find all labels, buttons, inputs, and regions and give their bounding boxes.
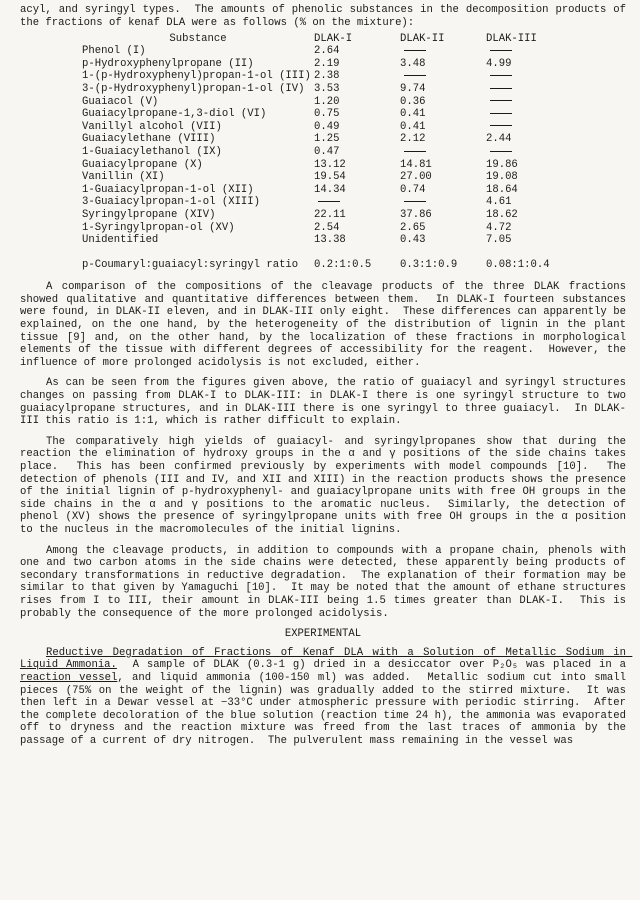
cell-value: 4.72 — [486, 221, 512, 234]
cell-substance: Guaiacylpropane-1,3-diol (VI) — [82, 108, 267, 121]
cell-value: 2.65 — [400, 221, 426, 234]
cell-substance: 1-Guaiacylethanol (IX) — [82, 145, 222, 158]
paragraph-cleavage: Among the cleavage products, in addition to compounds with a propane chain, phenols with one and two carbon atoms in the side chains were detected, these apparently being products of secondary transformations in reductive degradation. The explanation of their formation may be similar to that given by Yamaguchi [10]. It may be noted that the amount of ethane structures rises from I to III, their amount in DLAK-III being 1.5 times greater than DLAK-I. This is probably the consequence of the more prolonged acidolysis. — [20, 544, 633, 620]
cell-value: 1.20 — [314, 95, 340, 108]
table-row — [82, 96, 576, 109]
cell-value: 0.3:1:0.9 — [400, 258, 458, 271]
experimental-text-a: A sample of DLAK (0.3-1 g) dried in a desiccator over P₂O₅ was placed in a — [116, 659, 633, 672]
cell-value: 2.38 — [314, 70, 340, 83]
header-dlak-ii: DLAK-II — [400, 32, 445, 45]
cell-value: 18.62 — [486, 208, 518, 221]
cell-value: 0.41 — [400, 108, 426, 121]
cell-value: 7.05 — [486, 234, 512, 247]
table-row — [82, 171, 576, 184]
cell-value — [400, 45, 486, 58]
cell-value: 4.61 — [486, 196, 512, 209]
cell-value — [486, 108, 576, 121]
table-row — [82, 146, 576, 159]
dash-mark — [490, 75, 512, 76]
cell-substance: p-Coumaryl:guaiacyl:syringyl ratio — [82, 258, 299, 271]
cell-value: 0.43 — [400, 234, 426, 247]
experimental-paragraph — [20, 646, 633, 748]
cell-value: 19.08 — [486, 171, 518, 184]
table-row — [82, 159, 576, 172]
dash-mark — [490, 113, 512, 114]
table-row — [82, 70, 576, 83]
cell-substance: 1-(p-Hydroxyphenyl)propan-1-ol (III) — [82, 70, 311, 83]
table-row — [82, 196, 576, 209]
cell-value: 13.12 — [314, 158, 346, 171]
cell-substance: Syringylpropane (XIV) — [82, 208, 216, 221]
table-row — [82, 234, 576, 247]
header-dlak-iii: DLAK-III — [486, 32, 537, 45]
cell-substance: 1-Syringylpropan-ol (XV) — [82, 221, 235, 234]
cell-value: 37.86 — [400, 208, 432, 221]
cell-substance: Phenol (I) — [82, 45, 146, 58]
dash-mark — [490, 151, 512, 152]
cell-value: 2.54 — [314, 221, 340, 234]
dash-mark — [404, 75, 426, 76]
cell-substance: 3-Guaiacylpropan-1-ol (XIII) — [82, 196, 261, 209]
cell-substance: 3-(p-Hydroxyphenyl)propan-1-ol (IV) — [82, 82, 305, 95]
dash-mark — [490, 125, 512, 126]
cell-value: 0.08:1:0.4 — [486, 258, 550, 271]
cell-value: 0.49 — [314, 120, 340, 133]
cell-value — [486, 83, 576, 96]
cell-value: 0.2:1:0.5 — [314, 258, 372, 271]
cell-value: 22.11 — [314, 208, 346, 221]
paragraph-yields: The comparatively high yields of guaiacyl- and syringylpropanes show that during the reaction the elimination of hydroxy groups in the α and γ positions of the side chains takes place. This has been confirmed previously by experiments with model compounds [10]. The detection of phenols (III and IV, and XII and XIII) in the reaction products shows the presence of the initial lignin of p-hydroxyphenyl- and guaiacylpropane units with free OH groups in the side chains in the α and γ positions to the aromatic nucleus. Similarly, the detection of phenol (XV) shows the presence of syringylpropane units with free OH groups in the α position to the nucleus in the macromolecules of the initial lignins. — [20, 435, 633, 536]
cell-value — [400, 146, 486, 159]
cell-substance: Unidentified — [82, 234, 159, 247]
cell-value: 0.75 — [314, 108, 340, 121]
cell-value — [486, 45, 576, 58]
cell-value — [400, 70, 486, 83]
cell-value: 2.44 — [486, 133, 512, 146]
experimental-heading: EXPERIMENTAL — [284, 628, 362, 641]
phenolic-substances-table — [82, 31, 576, 271]
table-row — [82, 133, 576, 146]
cell-value: 2.64 — [314, 45, 340, 58]
cell-value: 18.64 — [486, 183, 518, 196]
cell-value: 1.25 — [314, 133, 340, 146]
cell-value: 2.12 — [400, 133, 426, 146]
experimental-text-b: , and liquid ammonia (100-150 ml) was added. Metallic sodium cut into small pieces (75% on the weight of the lignin) was gradually added to the stirred mixture. It was then left in a Dewar vessel at −33°C under atmospheric pressure with periodic stirring. After the complete decoloration of the blue solution (reaction time 24 h), the ammonia was evaporated off to dryness and the reaction mixture was freed from the last traces of ammonia by the passage of a current of dry nitrogen. The pulverulent mass remaining in the vessel was — [20, 671, 633, 747]
cell-substance: Guaiacylpropane (X) — [82, 158, 203, 171]
cell-value: 19.86 — [486, 158, 518, 171]
cell-value — [314, 196, 400, 209]
cell-value: 3.53 — [314, 82, 340, 95]
cell-value — [486, 70, 576, 83]
cell-value — [486, 96, 576, 109]
cell-value — [486, 146, 576, 159]
paragraph-ratio: As can be seen from the figures given above, the ratio of guaiacyl and syringyl structures changes on passing from DLAK-I to DLAK-III: in DLAK-I there is one syringyl structure to two guaiacylpropane structures, and in DLAK-III there is one syringyl to three guaiacyl. In DLAK-III this ratio is 1:1, which is rather difficult to explain. — [20, 377, 633, 428]
cell-value: 4.99 — [486, 57, 512, 70]
cell-substance: Vanillin (XI) — [82, 171, 165, 184]
dash-mark — [404, 201, 426, 202]
intro-paragraph: acyl, and syringyl types. The amounts of phenolic substances in the decomposition products of the fractions of kenaf DLA were as follows (% on the mixture): — [20, 4, 633, 29]
table-row — [82, 222, 576, 235]
cell-value: 19.54 — [314, 171, 346, 184]
table-row — [82, 184, 576, 197]
document-page — [20, 4, 633, 747]
dash-mark — [318, 201, 340, 202]
cell-value — [486, 121, 576, 134]
cell-value: 9.74 — [400, 82, 426, 95]
cell-substance: p-Hydroxyphenylpropane (II) — [82, 57, 254, 70]
cell-substance: Guaiacylethane (VIII) — [82, 133, 216, 146]
header-dlak-i: DLAK-I — [314, 32, 353, 45]
cell-value — [400, 196, 486, 209]
cell-substance: Vanillyl alcohol (VII) — [82, 120, 222, 133]
cell-value: 13.38 — [314, 234, 346, 247]
dash-mark — [404, 151, 426, 152]
cell-value: 2.19 — [314, 57, 340, 70]
table-row — [82, 83, 576, 96]
experimental-subheading: Reductive Degradation of Fractions of Kenaf DLA with a Solution of Metallic Sodium in Liquid Ammonia. — [20, 646, 633, 672]
dash-mark — [490, 100, 512, 101]
cell-value: 0.47 — [314, 145, 340, 158]
reaction-vessel-term: reaction vessel — [20, 671, 118, 684]
table-row — [82, 121, 576, 134]
table-row — [82, 58, 576, 71]
cell-substance: Guaiacol (V) — [82, 95, 159, 108]
cell-value: 0.36 — [400, 95, 426, 108]
cell-value: 14.81 — [400, 158, 432, 171]
table-row — [82, 247, 576, 272]
table-row — [82, 108, 576, 121]
cell-value: 0.41 — [400, 120, 426, 133]
dash-mark — [404, 50, 426, 51]
cell-value: 27.00 — [400, 171, 432, 184]
paragraph-comparison: A comparison of the compositions of the cleavage products of the three DLAK fractions showed qualitative and quantitative differences between them. In DLAK-I fourteen substances were found, in DLAK-II eleven, and in DLAK-III only eight. These differences can apparently be explained, on the one hand, by the heterogeneity of the distribution of lignin in the plant tissue [9] and, on the other hand, by the localization of these fractions in morphological elements of the tissue with different degrees of accessibility for the reagent. However, the influence of more prolonged acidolysis is not excluded, either. — [20, 281, 633, 369]
header-substance: Substance — [169, 32, 227, 45]
table-row — [82, 45, 576, 58]
table-row — [82, 209, 576, 222]
cell-value: 3.48 — [400, 57, 426, 70]
dash-mark — [490, 88, 512, 89]
cell-value: 14.34 — [314, 183, 346, 196]
table-body — [82, 45, 576, 271]
dash-mark — [490, 50, 512, 51]
cell-value: 0.74 — [400, 183, 426, 196]
cell-substance: 1-Guaiacylpropan-1-ol (XII) — [82, 183, 254, 196]
table-header-row — [82, 31, 576, 45]
